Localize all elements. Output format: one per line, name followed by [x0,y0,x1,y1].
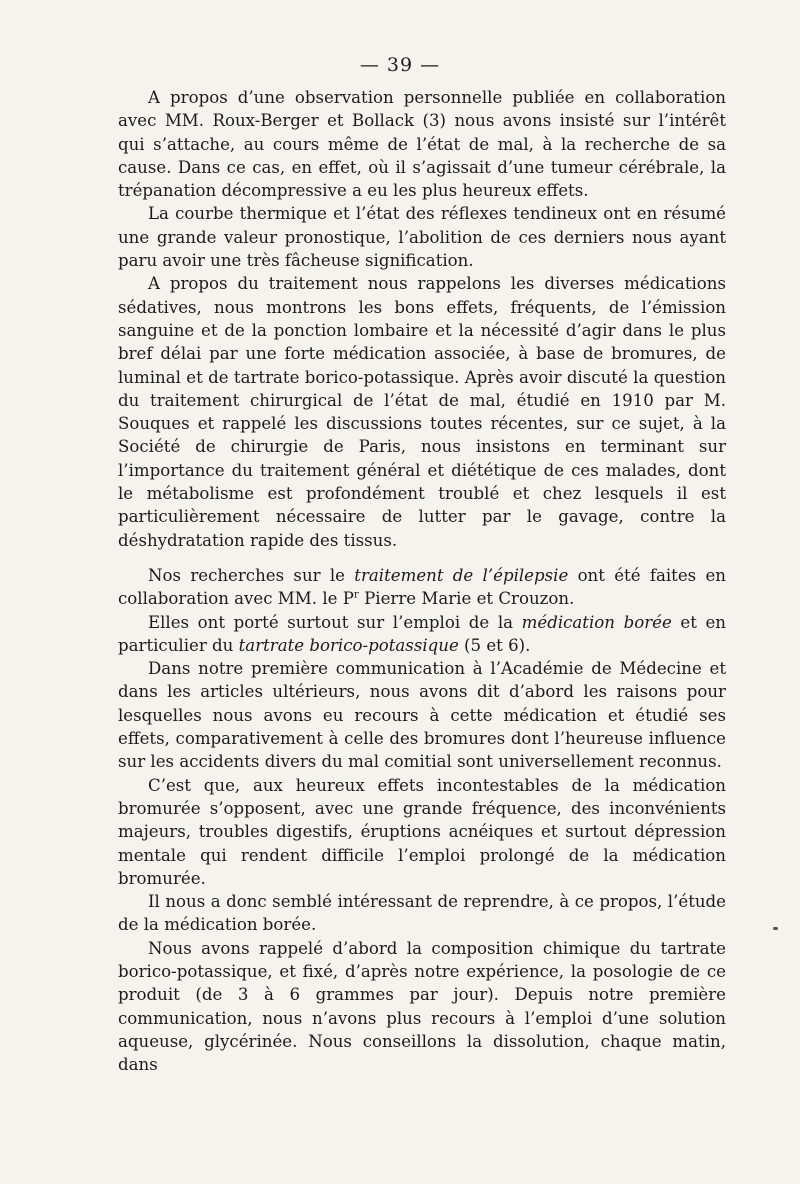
paragraph-4-italic: traitement de l’épilepsie [354,565,569,585]
paragraph-9: Nous avons rappelé d’abord la composition chimique du tartrate borico-potassique, et fixé, d’après notre expérience, la posologie de ce produit (de 3 à 6 grammes par jour). Depuis notre première communication, nous n’avons plus recours à l’emploi d’une solution aqueuse, glycérinée. Nous conseillons la dissolution, chaque matin, dans [118,938,726,1075]
paragraph-5 [118,611,726,658]
paragraph-4-text-b: ont été faites en collaboration avec MM. le P [118,565,726,609]
paper-speck [773,927,778,930]
paragraph-3: A propos du traitement nous rappelons les diverses médications sédatives, nous montrons les bons effets, fréquents, de l’émission sanguine et de la ponction lombaire et la nécessité d’agir dans le plus bref délai par une forte médication associée, à base de bromures, de luminal et de tartrate borico-potassique. Après avoir discuté la question du traitement chirurgical de l’état de mal, étudié en 1910 par M. Souques et rappelé les discussions toutes récentes, sur ce sujet, à la Société de chirurgie de Paris, nous insistons en terminant sur l’importance du traitement général et diététique de ces malades, dont le métabolisme est profondément troublé et chez lesquels il est particulièrement nécessaire de lutter par le gavage, contre la déshydratation rapide des tissus. [118,274,726,550]
paragraph-1: A propos d’une observation personnelle publiée en collaboration avec MM. Roux-Berger et Bollack (3) nous avons insisté sur l’intérêt qui s’attache, au cours même de l’état de mal, à la recherche de sa cause. Dans ce cas, en effet, où il s’agissait d’une tumeur cérébrale, la trépanation décompressive a eu les plus heureux effets. [118,88,726,201]
paragraph-5-text-a: Elles ont porté surtout sur l’emploi de la [148,612,522,632]
paragraph-5-italic-b: tartrate borico-potassique [238,635,459,655]
paragraph-8: Il nous a donc semblé intéressant de reprendre, à ce propos, l’étude de la médication borée. [118,892,726,935]
paragraph-7: C’est que, aux heureux effets incontestables de la médication bromurée s’opposent, avec une grande fréquence, des inconvénients majeurs, troubles digestifs, éruptions acnéiques et surtout dépression mentale qui rendent difficile l’emploi prolongé de la médication bromurée. [118,775,726,888]
body-text [118,86,726,1076]
paragraph-5-italic-a: médication borée [521,612,672,632]
paragraph-5-text-b: et en particulier du [118,612,726,655]
paragraph-4-text-a: Nos recherches sur le [148,565,355,585]
page-number: — 39 — [359,54,441,76]
paragraph-4-text-c: Pierre Marie et Crouzon. [358,589,575,609]
paragraph-5-text-c: (5 et 6). [458,635,531,655]
paragraph-4-superscript: r [353,588,359,601]
paragraph-2: La courbe thermique et l’état des réflexes tendineux ont en résumé une grande valeur pronostique, l’abolition de ces derniers nous ayant paru avoir une très fâcheuse signification. [118,204,726,271]
paragraph-6: Dans notre première communication à l’Académie de Médecine et dans les articles ultérieurs, nous avons dit d’abord les raisons pour lesquelles nous avons eu recours à cette médication et étudié ses effets, comparativement à celle des bromures dont l’heureuse influence sur les accidents divers du mal comitial sont universellement reconnus. [118,659,726,772]
paragraph-4 [118,564,726,611]
